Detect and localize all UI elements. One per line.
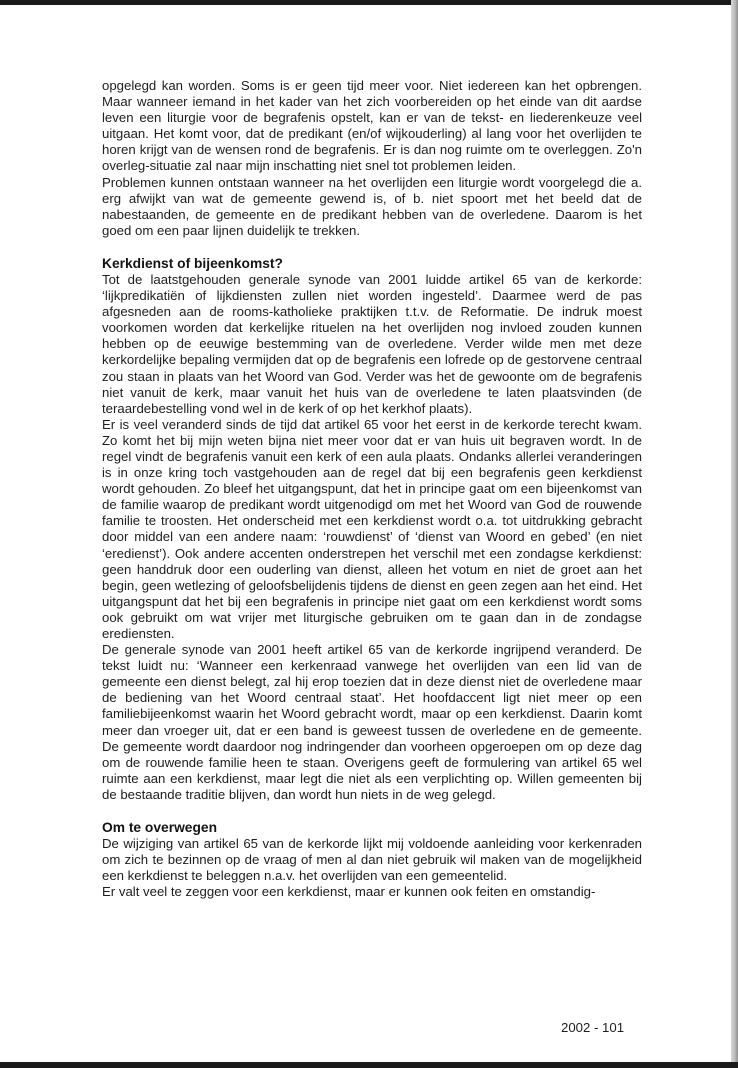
section-heading-kerkdienst: Kerkdienst of bijeenkomst? bbox=[102, 255, 283, 271]
scan-edge-top bbox=[0, 0, 738, 5]
page-number: 2002 - 101 bbox=[561, 1020, 625, 1035]
document-body bbox=[102, 78, 642, 900]
paragraph-kerkdienst-2: Er is veel veranderd sinds de tijd dat artikel 65 voor het eerst in de kerkorde terecht kwam. Zo komt het bij mijn weten bijna niet meer voor dat er van huis uit begraven wordt. In de regel vindt de begrafenis vanuit een kerk of een aula plaats. Ondanks allerlei veranderingen is in onze kring toch vastgehouden aan de regel dat bij een begrafenis geen kerkdienst wordt gehouden. Zo bleef het uitgangspunt, dat het in principe gaat om een bijeenkomst van de familie waarop de predikant wordt uitgenodigd om met het Woord van God de rouwende familie te troosten. Het onderscheid met een kerkdienst wordt o.a. tot uitdrukking gebracht door middel van een andere naam: ‘rouwdienst’ of ‘dienst van Woord en gebed’ (en niet ‘eredienst’). Ook andere accenten onderstrepen het verschil met een zondagse kerkdienst: geen handdruk door een ouderling van dienst, alleen het votum en niet de groet aan het begin, geen wetlezing of geloofsbelijdenis tijdens de dienst en geen zegen aan het eind. Het uitgangspunt dat het bij een begrafenis in principe niet gaat om een kerkdienst wordt soms ook gebruikt om wat vrijer met liturgische gebruiken om te gaan dan in de zondagse erediensten. bbox=[102, 416, 642, 641]
paragraph-kerkdienst-3: De generale synode van 2001 heeft artikel 65 van de kerkorde ingrijpend veranderd. De tekst luidt nu: ‘Wanneer een kerkenraad vanwege het overlijden van een lid van de gemeente een dienst belegt, zal hij erop toezien dat in deze dienst niet de overledene maar de bediening van het Woord centraal staat’. Het hoofdaccent ligt niet meer op een familiebijeenkomst waarin het Woord gebracht wordt, maar op een kerkdienst. Daarin komt meer dan vroeger uit, dat er een band is geweest tussen de overledene en de gemeente. De gemeente wordt daardoor nog indringender dan voorheen opgeroepen om op deze dag om de rouwende familie heen te staan. Overigens geeft de formulering van artikel 65 wel ruimte aan een kerkdienst, maar legt die niet als een verplichting op. Willen gemeenten bij de bestaande traditie blijven, dan wordt hun niets in de weg gelegd. bbox=[102, 642, 642, 802]
scan-edge-bottom bbox=[0, 1062, 738, 1068]
section-heading-overwegen: Om te overwegen bbox=[102, 820, 218, 836]
paragraph-intro-2: Problemen kunnen ontstaan wanneer na het overlijden een liturgie wordt voorgelegd die a. erg afwijkt van wat de gemeente gewend is, of b. niet spoort met het beeld dat de nabestaanden, de gemeente en de predikant hebben van de overledene. Daarom is het goed om een paar lijnen duidelijk te trekken. bbox=[102, 174, 642, 238]
paragraph-kerkdienst-1: Tot de laatstgehouden generale synode van 2001 luidde artikel 65 van de kerkorde: ‘lijkpredikatiën of lijkdiensten zullen niet worden ingesteld’. Daarmee werd de pas afgesneden aan de rooms-katholieke praktijken t.t.v. de Reformatie. De indruk moest voorkomen worden dat kerkelijke rituelen na het overlijden nog invloed zouden kunnen hebben op de eeuwige bestemming van de overledene. Verder wilde men met deze kerkordelijke bepaling vermijden dat op de begrafenis een lofrede op de gestorvene centraal zou staan in plaats van het Woord van God. Verder was het de gewoonte om de begrafenis niet vanuit de kerk, maar vanuit het huis van de overledene te laten plaatsvinden (de teraardebestelling vond wel in de kerk of op het kerkhof plaats). bbox=[102, 271, 642, 416]
paragraph-overwegen-1: De wijziging van artikel 65 van de kerkorde lijkt mij voldoende aanleiding voor kerkenraden om zich te bezinnen op de vraag of men al dan niet gebruik wil maken van de mogelijkheid een kerkdienst te beleggen n.a.v. het overlijden van een gemeentelid. bbox=[102, 836, 642, 884]
paragraph-intro-1: opgelegd kan worden. Soms is er geen tijd meer voor. Niet iedereen kan het opbrengen. Maar wanneer iemand in het kader van het zich voorbereiden op het einde van dit aardse leven een liturgie voor de begrafenis opstelt, kan er van de tekst- en liederenkeuze veel uitgaan. Het komt voor, dat de predikant (en/of wijkouderling) al lang voor het overlijden te horen krijgt van de wensen rond de begrafenis. Er is dan nog ruimte om te overleggen. Zo'n overleg-situatie zal naar mijn inschatting niet snel tot problemen leiden. bbox=[102, 78, 642, 174]
paragraph-overwegen-2: Er valt veel te zeggen voor een kerkdienst, maar er kunnen ook feiten en omstandig- bbox=[102, 884, 596, 900]
scan-edge-right bbox=[731, 0, 738, 1068]
